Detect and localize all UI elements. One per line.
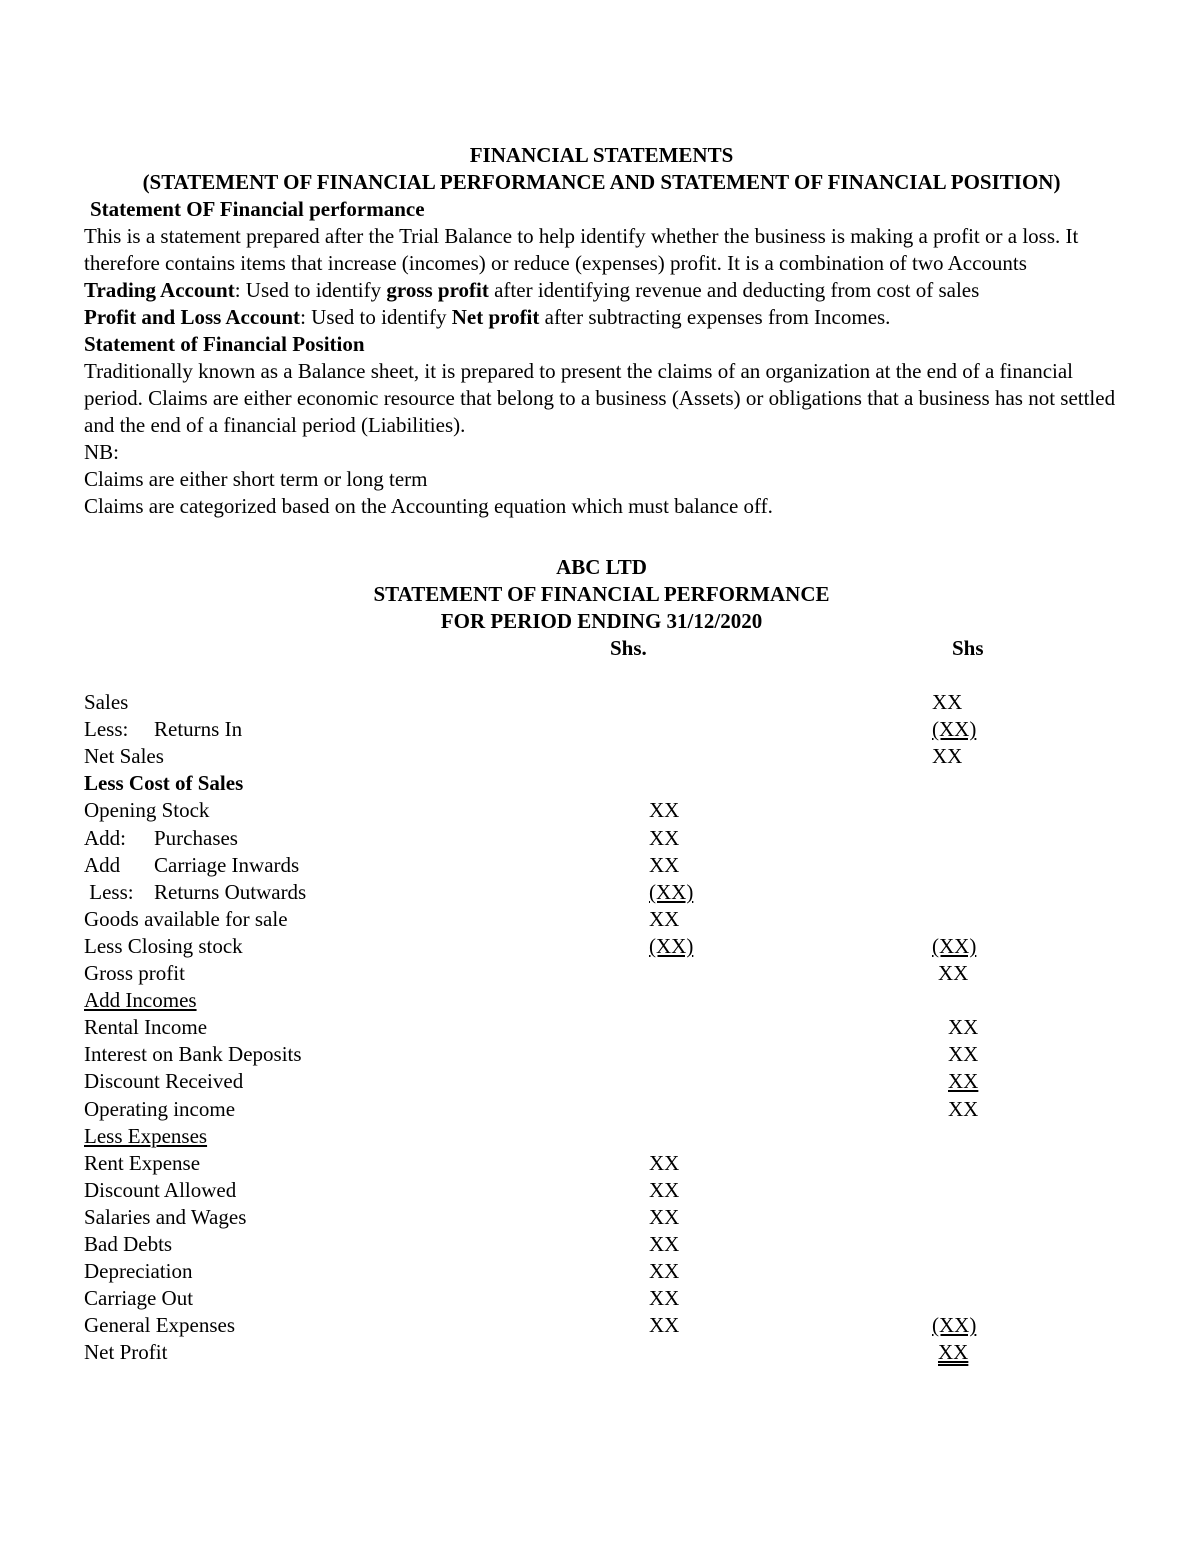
row-discount-allowed: Discount Allowed XX	[84, 1177, 680, 1202]
statement-title: STATEMENT OF FINANCIAL PERFORMANCE	[373, 582, 830, 606]
row-net-sales: Net Sales XX	[84, 744, 963, 769]
row-closing-stock: Less Closing stock (XX) (XX)	[84, 933, 977, 958]
row-depreciation: Depreciation XX	[84, 1259, 680, 1284]
note-line-2: Claims are categorized based on the Accounting equation which must balance off.	[84, 494, 773, 518]
row-operating-income: Operating income XX	[84, 1096, 979, 1121]
row-net-profit: Net Profit XX	[84, 1340, 969, 1365]
row-carriage-inwards: Add Carriage Inwards XX	[84, 852, 680, 877]
company-name: ABC LTD	[556, 555, 647, 579]
nb-label: NB:	[84, 440, 120, 464]
row-goods-available: Goods available for sale XX	[84, 906, 680, 931]
row-returns-in: Less: Returns In (XX)	[84, 717, 977, 742]
document-page	[84, 142, 1119, 1366]
heading-financial-position: Statement of Financial Position	[84, 332, 365, 356]
note-line-1: Claims are either short term or long term	[84, 467, 428, 491]
statement-period: FOR PERIOD ENDING 31/12/2020	[440, 609, 763, 633]
position-paragraph: Traditionally known as a Balance sheet, it is prepared to present the claims of an organization at the end of a financial period. Claims are either economic resource that belong to a business (Assets) or obligations that a business has not settled and the end of a financial period (Liabilities).	[84, 359, 1116, 437]
gross-profit-term: gross profit	[386, 278, 489, 302]
row-gross-profit: Gross profit XX	[84, 961, 969, 986]
row-less-expenses-heading: Less Expenses	[84, 1123, 208, 1148]
row-cost-of-sales-heading: Less Cost of Sales	[84, 771, 244, 796]
row-sales: Sales XX	[84, 690, 963, 715]
row-discount-received: Discount Received XX	[84, 1069, 979, 1094]
net-profit-term: Net profit	[451, 305, 540, 329]
document-subtitle: (STATEMENT OF FINANCIAL PERFORMANCE AND STATEMENT OF FINANCIAL POSITION)	[142, 170, 1061, 194]
pl-term: Profit and Loss Account	[84, 305, 301, 329]
col1-header: Shs.	[610, 636, 647, 660]
row-carriage-out: Carriage Out XX	[84, 1286, 680, 1311]
row-add-incomes-heading: Add Incomes	[84, 988, 197, 1013]
intro-paragraph: This is a statement prepared after the Trial Balance to help identify whether the business is making a profit or a loss. It therefore contains items that increase (incomes) or reduce (expenses) profit. It is a combination of two Accounts	[84, 224, 1079, 275]
trading-account-definition: Trading Account: Used to identify gross profit after identifying revenue and deducting from cost of sales	[84, 278, 980, 302]
row-salaries: Salaries and Wages XX	[84, 1204, 680, 1229]
row-purchases: Add: Purchases XX	[84, 825, 680, 850]
row-interest: Interest on Bank Deposits XX	[84, 1042, 979, 1067]
row-opening-stock: Opening Stock XX	[84, 798, 680, 823]
row-rental-income: Rental Income XX	[84, 1015, 979, 1040]
heading-financial-performance: Statement OF Financial performance	[90, 197, 425, 221]
row-rent-expense: Rent Expense XX	[84, 1150, 680, 1175]
trading-term: Trading Account	[84, 278, 235, 302]
column-headers	[84, 635, 1119, 662]
document-title: FINANCIAL STATEMENTS	[469, 143, 734, 167]
row-returns-outwards: Less: Returns Outwards (XX)	[84, 879, 694, 904]
row-bad-debts: Bad Debts XX	[84, 1231, 680, 1256]
profit-loss-definition: Profit and Loss Account: Used to identify Net profit after subtracting expenses from Incomes.	[84, 305, 891, 329]
row-general-expenses: General Expenses XX (XX)	[84, 1313, 977, 1338]
col2-header: Shs	[952, 636, 984, 660]
